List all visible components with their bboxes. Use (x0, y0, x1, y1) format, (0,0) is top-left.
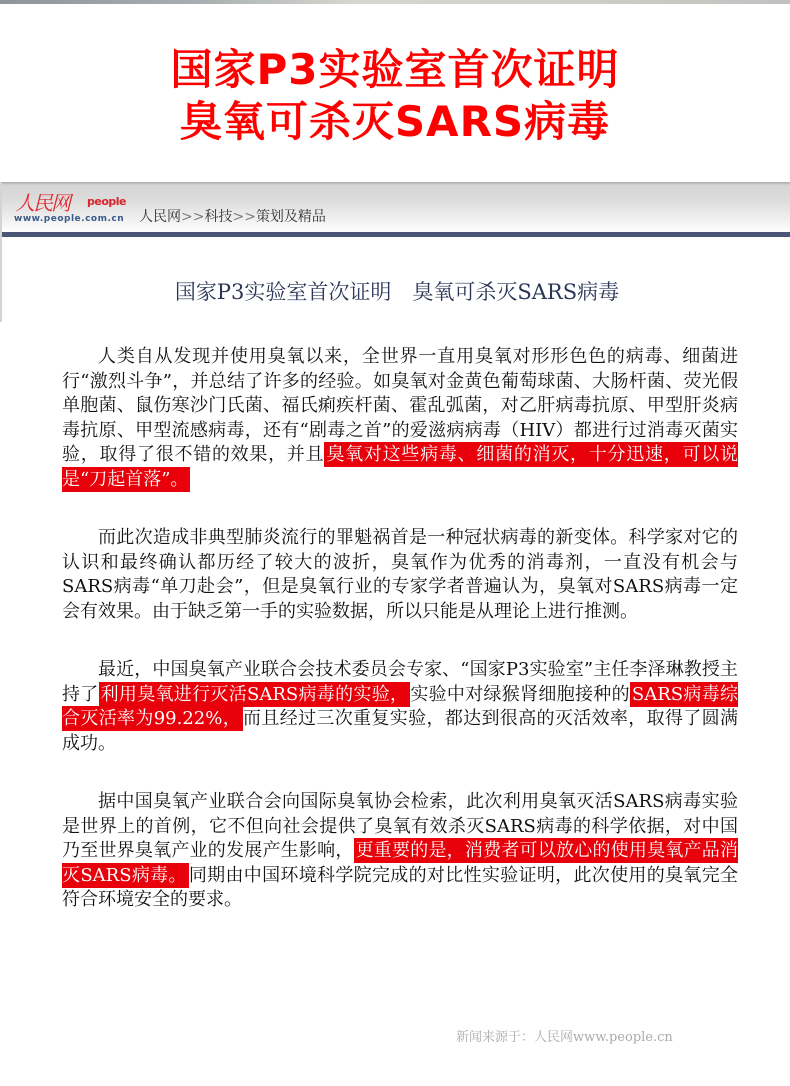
paragraph-3 (62, 658, 738, 756)
highlighted-segment: 臭氧对这些病毒、细菌的消灭，十分迅速，可以说是“刀起首落”。 (62, 444, 739, 490)
highlighted-segment: 利用臭氧进行灭活SARS病毒的实验， (100, 683, 409, 705)
highlighted-segment: SARS病毒综合灭活率为99.22%， (62, 683, 739, 729)
article-body (62, 345, 738, 947)
breadcrumb-separator: >> (181, 209, 205, 225)
breadcrumb (139, 206, 326, 226)
paragraph-2 (62, 526, 738, 624)
navy-divider (2, 232, 790, 237)
headline-line-2: 臭氧可杀灭SARS病毒 (179, 97, 611, 146)
people-logo[interactable] (12, 187, 128, 227)
text-segment: 同期由中国环境科学院完成的对比性实验证明，此次使用的臭氧完全符合环境安全的要求。 (62, 864, 739, 910)
breadcrumb-separator: >> (232, 209, 256, 225)
breadcrumb-item-features[interactable]: 策划及精品 (255, 209, 326, 225)
top-gradient-strip (0, 0, 790, 4)
text-segment: 人类自从发现并使用臭氧以来，全世界一直用臭氧对形形色色的病毒、细菌进行“激烈斗争”，并总结了许多的经验。如臭氧对金黄色葡萄球菌、大肠杆菌、荧光假单胞菌、鼠伤寒沙门氏菌、福氏痢疾杆菌、霍乱弧菌，对乙肝病毒抗原、甲型肝炎病毒抗原、甲型流感病毒，还有“剧毒之首”的爱滋病病毒（HIV）都进行过消毒灭菌实验，取得了很不错的效果，并且 (62, 346, 738, 465)
headline-line-1: 国家P3实验室首次证明 (170, 45, 620, 94)
paragraph-4 (62, 790, 738, 913)
news-source: 新闻来源于：人民网www.people.cn (456, 1030, 673, 1045)
site-header (2, 182, 790, 232)
text-segment: 据中国臭氧产业联合会向国际臭氧协会检索，此次利用臭氧灭活SARS病毒实验是世界上的首例，它不但向社会提供了臭氧有效杀灭SARS病毒的科学依据，对中国乃至世界臭氧产业的发展产生影响， (62, 791, 738, 861)
logo-chinese: 人民网 (15, 191, 69, 215)
logo-url: www.people.com.cn (14, 214, 125, 224)
text-segment: 而此次造成非典型肺炎流行的罪魁祸首是一种冠状病毒的新变体。科学家对它的认识和最终确认都历经了较大的波折，臭氧作为优秀的消毒剂，一直没有机会与SARS病毒“单刀赴会”，但是臭氧行业的专家学者普遍认为，臭氧对SARS病毒一定会有效果。由于缺乏第一手的实验数据，所以只能是从理论上进行推测。 (62, 527, 738, 622)
breadcrumb-item-home[interactable]: 人民网 (139, 209, 181, 225)
webpage-screenshot (0, 182, 790, 322)
article-title: 国家P3实验室首次证明 臭氧可杀灭SARS病毒 (174, 280, 620, 304)
breadcrumb-item-tech[interactable]: 科技 (204, 209, 233, 225)
text-segment: 而且经过三次重复实验，都达到很高的灭活效率，取得了圆满成功。 (62, 708, 738, 754)
paragraph-1 (62, 345, 738, 492)
text-segment: 实验中对绿猴肾细胞接种的 (410, 683, 630, 705)
headline (0, 44, 790, 148)
logo-word: people (87, 195, 126, 208)
text-segment: 最近，中国臭氧产业联合会技术委员会专家、“国家P3实验室”主任李泽琳教授主持了 (62, 659, 738, 705)
highlighted-segment: 更重要的是，消费者可以放心的使用臭氧产品消灭SARS病毒。 (62, 840, 739, 886)
